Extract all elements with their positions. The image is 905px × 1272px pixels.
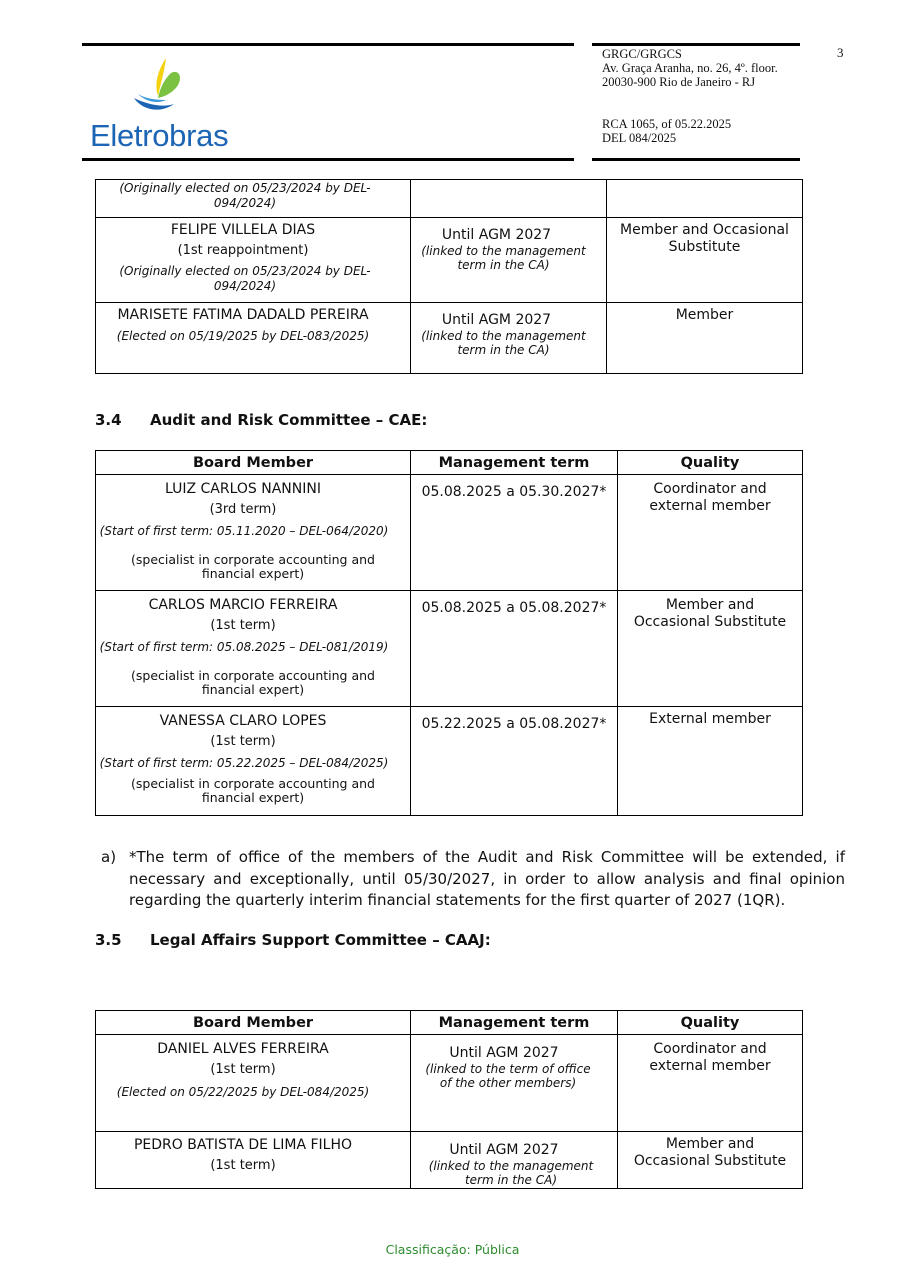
term-value: 05.08.2025 a 05.30.2027* [421,484,607,500]
section-title: Audit and Risk Committee – CAE: [150,411,428,429]
member-sub: (1st reappointment) [177,243,309,258]
quality-cell [618,591,803,707]
member-sub: (1st term) [210,618,276,633]
member-cell [96,707,411,816]
note-label: a) [101,848,117,866]
term-cell [411,303,607,374]
table-row [96,1035,803,1132]
member-note: (Start of first term: 05.08.2025 – DEL-081/2019) [99,640,389,654]
logo-mark-icon [88,54,238,122]
member-note: (Elected on 05/22/2025 by DEL-084/2025) [116,1085,370,1099]
section-title: Legal Affairs Support Committee – CAAJ: [150,931,491,949]
header-address-block [602,47,802,89]
table-header-row [96,1011,803,1035]
term-value: Until AGM 2027 [449,1045,559,1061]
table-row [96,475,803,591]
quality-cell [607,218,803,303]
term-note: (linked to the management term in the CA) [421,244,586,272]
logo-wordmark: Eletrobras [90,118,229,153]
term-cell [411,707,618,816]
term-value: Until AGM 2027 [441,312,552,328]
quality-cell [618,707,803,816]
member-cell [96,475,411,591]
header-rule-top-left [82,43,574,46]
term-cell [411,591,618,707]
header-rule-bottom-left [82,158,574,161]
header-rca: RCA 1065, of 05.22.2025 [602,117,732,131]
cae-committee-table [95,450,803,816]
company-logo [88,54,238,154]
caaj-committee-table [95,1010,803,1189]
quality-value: Coordinator and external member [649,481,771,514]
term-value: 05.22.2025 a 05.08.2027* [421,716,607,732]
classification-footer: Classificação: Pública [385,1242,520,1257]
member-specialty: (specialist in corporate accounting and financial expert) [131,552,375,581]
quality-value: Member and Occasional Substitute [633,597,787,630]
header-rule-bottom-right [592,158,800,161]
table-row [96,303,803,374]
member-note: (Start of first term: 05.11.2020 – DEL-064/2020) [99,524,389,538]
member-name: DANIEL ALVES FERREIRA [157,1041,329,1057]
member-sub: (1st term) [210,1158,276,1173]
section-number: 3.5 [95,931,122,949]
term-extension-note [101,847,845,912]
term-cell [411,180,607,218]
col-header-management-term: Management term [411,451,618,475]
table-row [96,218,803,303]
member-specialty: (specialist in corporate accounting and financial expert) [131,668,375,697]
term-value: 05.08.2025 a 05.08.2027* [421,600,607,616]
member-note: (Elected on 05/19/2025 by DEL-083/2025) [116,329,370,343]
member-sub: (1st term) [210,734,276,749]
term-value: Until AGM 2027 [441,227,552,243]
member-name: PEDRO BATISTA DE LIMA FILHO [133,1137,353,1153]
member-name: VANESSA CLARO LOPES [159,713,327,729]
table-row [96,707,803,816]
member-name: MARISETE FATIMA DADALD PEREIRA [117,307,369,323]
member-note: (Originally elected on 05/23/2024 by DEL-094/2024) [119,181,371,210]
note-text: *The term of office of the members of the Audit and Risk Committee will be extended, if necessary and exceptionally, until 05/30/2027, in order to allow analysis and final opinion regarding the quarterly interim financial statements for the first quarter of 2027 (1QR). [129,848,845,909]
term-note: (linked to the management term in the CA) [421,329,586,357]
member-sub: (1st term) [210,1062,276,1077]
member-cell [96,180,411,218]
quality-value: External member [649,711,771,727]
col-header-board-member: Board Member [96,1011,411,1035]
term-cell [411,1035,618,1132]
col-header-quality: Quality [618,451,803,475]
col-header-management-term: Management term [411,1011,618,1035]
member-name: CARLOS MARCIO FERREIRA [148,597,338,613]
term-cell [411,475,618,591]
table-row [96,1132,803,1189]
section-heading-3-4 [95,411,427,429]
header-address-line-1: Av. Graça Aranha, no. 26, 4º. floor. [602,61,778,75]
member-cell [96,218,411,303]
header-org-unit: GRGC/GRGCS [602,47,682,61]
member-note: (Originally elected on 05/23/2024 by DEL-094/2024) [119,264,371,293]
quality-value: Member and Occasional Substitute [633,1136,787,1169]
term-cell [411,1132,618,1189]
member-cell [96,1132,411,1189]
header-address-line-2: 20030-900 Rio de Janeiro - RJ [602,75,756,89]
member-specialty: (specialist in corporate accounting and financial expert) [131,776,375,805]
member-name: FELIPE VILLELA DIAS [170,222,316,238]
quality-value: Coordinator and external member [649,1041,771,1074]
col-header-quality: Quality [618,1011,803,1035]
section-heading-3-5 [95,931,491,949]
term-note: (linked to the management term in the CA) [428,1159,594,1187]
term-note: (linked to the term of office of the other members) [425,1062,591,1090]
quality-cell [618,1132,803,1189]
term-cell [411,218,607,303]
section-number: 3.4 [95,411,122,429]
quality-cell [618,1035,803,1132]
quality-cell [607,303,803,374]
member-note: (Start of first term: 05.22.2025 – DEL-084/2025) [99,756,389,770]
member-name: LUIZ CARLOS NANNINI [165,481,321,497]
member-sub: (3rd term) [209,502,277,517]
quality-value: Member and Occasional Substitute [620,222,789,255]
member-cell [96,1035,411,1132]
page-number: 3 [837,45,844,60]
header-del: DEL 084/2025 [602,131,677,145]
table-row [96,180,803,218]
header-rule-top-right [592,43,800,46]
header-reference-block [602,117,802,145]
table-row [96,591,803,707]
quality-value: Member [675,307,734,323]
quality-cell [607,180,803,218]
member-cell [96,303,411,374]
col-header-board-member: Board Member [96,451,411,475]
continued-committee-table [95,179,803,374]
table-header-row [96,451,803,475]
member-cell [96,591,411,707]
quality-cell [618,475,803,591]
term-value: Until AGM 2027 [449,1142,559,1158]
